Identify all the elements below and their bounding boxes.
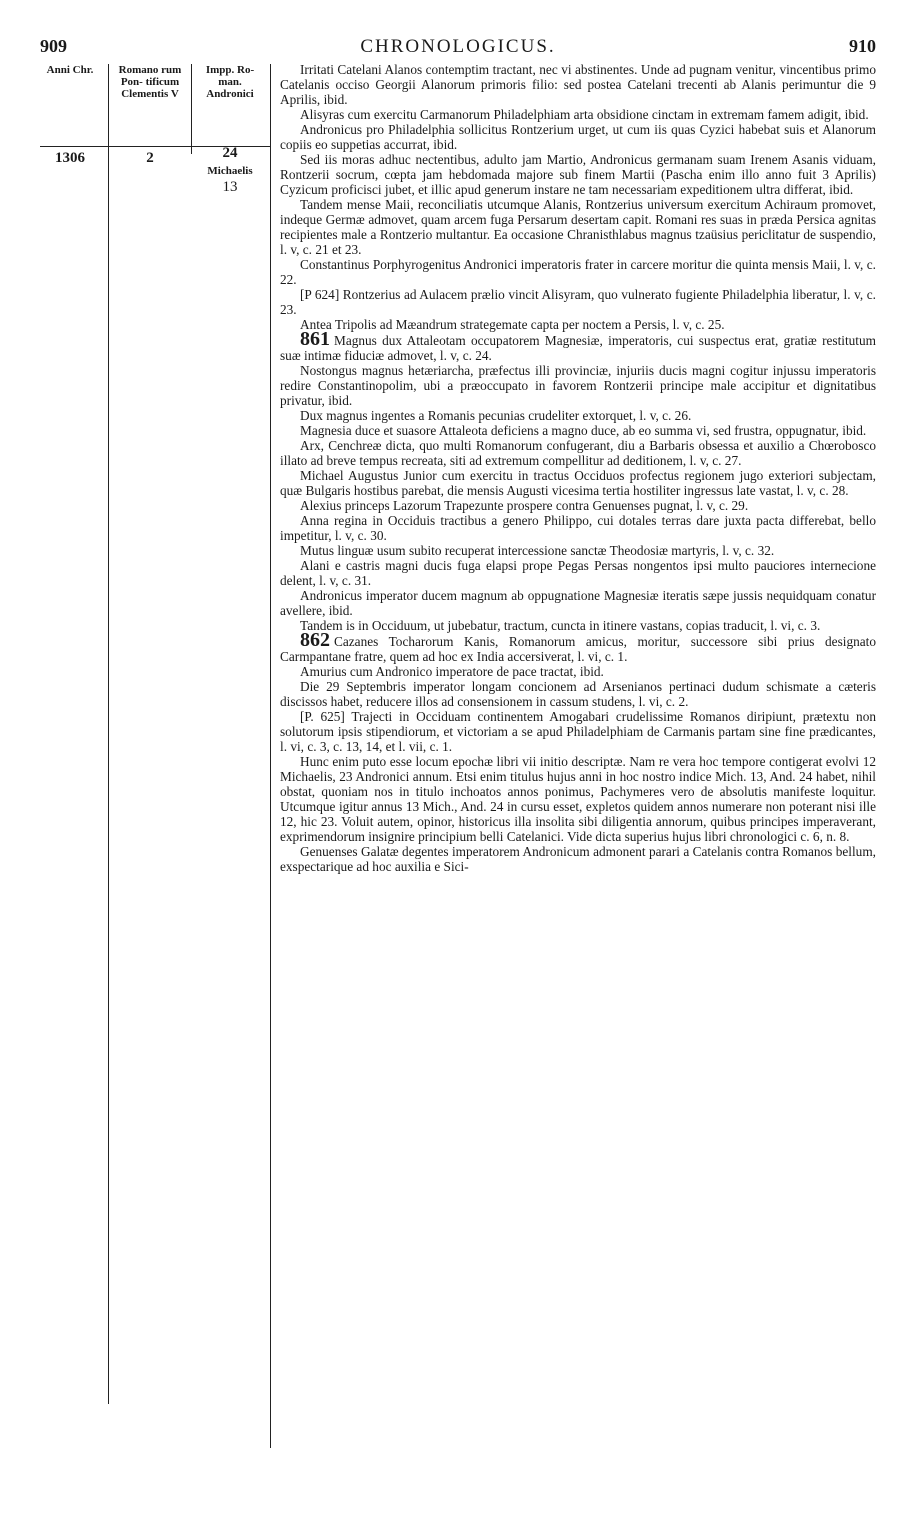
text-paragraph — [280, 558, 876, 588]
column-header-pontifex: Romano rum Pon- tificum Clementis V — [118, 64, 182, 100]
andronicus-year: 24 — [222, 145, 238, 161]
paragraph-text: Hunc enim puto esse locum epochæ libri vii initio descriptæ. Nam re vera hoc tempore contigerat evolvi 12 Michaelis, 23 Andronici annum. Etsi enim titulus hujus anni in hoc nostro indice Mich. 13, And. 24 habet, nihil obstat, quoniam nos in titulo inchoatos annos ponimus, Pachymeres vero de absolutis manifeste loquitur. Utcumque igitur annus 13 Mich., And. 24 in cursu esset, expletos quidem annos numerare non poterant nisi ille 12, hic 23. Voluit autem, opinor, historicus illa insolita sibi diligentia annorum, quibus principes imperaverant, exprimendorum insignire principium belli Catelanici. Vide dicta superius hujus libri chronologici c. 6, n. 8. — [280, 754, 876, 844]
text-paragraph — [280, 122, 876, 152]
text-paragraph — [280, 62, 876, 107]
paragraph-text: Constantinus Porphyrogenitus Andronici imperatoris frater in carcere moritur die quinta mensis Maii, l. v, c. 22. — [280, 257, 876, 287]
pontificate-year: 2 — [146, 150, 154, 166]
text-paragraph — [280, 408, 876, 423]
paragraph-text: Magnus dux Attaleotam occupatorem Magnesiæ, imperatoris, cui suspectus erat, gratiæ restitutum suæ intimæ fiduciæ admovet, l. v, c. 24. — [280, 333, 876, 363]
text-paragraph — [280, 328, 876, 363]
paragraph-text: Michael Augustus Junior cum exercitu in tractus Occiduos profectus regionem jugo exteriori subjectam, quæ Bulgaris hostibus parebat, die mensis Augusti vicesima tertia hostiliter ingressus late vastat, l. v, c. 28. — [280, 468, 876, 498]
page-number-left: 909 — [40, 36, 67, 56]
paragraph-text: Dux magnus ingentes a Romanis pecunias crudeliter extorquet, l. v, c. 26. — [300, 408, 692, 423]
text-paragraph — [280, 423, 876, 438]
page-number-right: 910 — [849, 36, 876, 56]
section-number: 862 — [300, 629, 330, 651]
paragraph-text: Andronicus pro Philadelphia sollicitus Rontzerium urget, ut cum iis quas Cyzici habebat suis et Alanorum copiis eo suppetias accurrat, ibid. — [280, 122, 876, 152]
paragraph-text: Cazanes Tocharorum Kanis, Romanorum amicus, moritur, successore sibi prius designato Carmpantane fratre, quem ad hoc ex India accersiverat, l. vi, c. 1. — [280, 634, 876, 664]
paragraph-text: Alani e castris magni ducis fuga elapsi prope Pegas Persas nongentos ipsi multo pauciores internecione delent, l. v, c. 31. — [280, 558, 876, 588]
paragraph-text: [P 624] Rontzerius ad Aulacem prælio vincit Alisyram, quo vulnerato fugiente Philadelphia liberatur, l. v, c. 23. — [280, 287, 876, 317]
text-paragraph — [280, 287, 876, 317]
section-number: 861 — [300, 328, 330, 350]
paragraph-text: Arx, Cenchreæ dicta, quo multi Romanorum confugerant, diu a Barbaris obsessa et auxilio a Chœrobosco illato ad breve tempus recreata, siti ad extremum compellitur ad deditionem, l. v, c. 27. — [280, 438, 876, 468]
paragraph-text: Die 29 Septembris imperator longam concionem ad Arsenianos pertinaci dudum schismate a cæteris discissos habet, reducere illos ad consensionem in cassum studens, l. vi, c. 2. — [280, 679, 876, 709]
paragraph-text: Tandem is in Occiduum, ut jubebatur, tractum, cuncta in itinere vastans, copias traducit, l. vi, c. 3. — [300, 618, 821, 633]
paragraph-text: Tandem mense Maii, reconciliatis utcumque Alanis, Rontzerius universum exercitum Achiraum promovet, indeque Germæ admovet, quam arcem fuga Persarum desertam capit. Romani res suas in præda Persica agnitas recipientes male a Rontzerio multantur. Ea occasione Chranisthlabus magnus tzaüsius periclitatur de suspendio, l. v, c. 21 et 23. — [280, 197, 876, 257]
main-text-column — [280, 62, 876, 874]
running-head — [40, 36, 876, 60]
michael-year: 13 — [222, 179, 238, 195]
column-header-anni: Anni Chr. — [46, 64, 94, 76]
paragraph-text: Genuenses Galatæ degentes imperatorem Andronicum admonent parari a Catelanis contra Romanos bellum, exspectarique ad hoc auxilia e Sici- — [280, 844, 876, 874]
paragraph-text: Sed iis moras adhuc nectentibus, adulto jam Martio, Andronicus germanam suam Irenem Asanis viduam, Rontzerii socrum, cœpta jam hebdomada majore sub finem Martii (Pascha enim illo anno fuit 3 Aprilis) Cyzicum proficisci jubet, et illic apud generum instare ne tam necessariam expeditionem ultra differat, ibid. — [280, 152, 876, 197]
text-paragraph — [280, 513, 876, 543]
text-paragraph — [280, 257, 876, 287]
text-paragraph — [280, 844, 876, 874]
text-paragraph — [280, 629, 876, 664]
text-paragraph — [280, 317, 876, 332]
year-value: 1306 — [55, 150, 85, 166]
running-title: CHRONOLOGICUS. — [360, 36, 556, 57]
text-paragraph — [280, 498, 876, 513]
paragraph-text: Alisyras cum exercitu Carmanorum Philadelphiam arta obsidione cinctam in extremam famem adigit, ibid. — [300, 107, 869, 122]
paragraph-text: Anna regina in Occiduis tractibus a genero Philippo, cui dotales terras dare juxta pacta differebat, bello impetitur, l. v, c. 30. — [280, 513, 876, 543]
paragraph-text: Andronicus imperator ducem magnum ab oppugnatione Magnesiæ iteratis sæpe jussis nequidquam conatur avellere, ibid. — [280, 588, 876, 618]
column-rule — [108, 64, 109, 1404]
paragraph-text: [P. 625] Trajecti in Occiduam continentem Amogabari crudelissime Romanos diripiunt, prætextu non solutorum ipsis stipendiorum, et victoriam a se apud Philadelphiam de Carmanis partam sine fine prædicantes, l. vi, c. 3, c. 13, 14, et l. vii, c. 1. — [280, 709, 876, 754]
text-paragraph — [280, 754, 876, 844]
text-paragraph — [280, 588, 876, 618]
paragraph-text: Antea Tripolis ad Mæandrum strategemate capta per noctem a Persis, l. v, c. 25. — [300, 317, 725, 332]
text-paragraph — [280, 679, 876, 709]
text-paragraph — [280, 152, 876, 197]
paragraph-text: Amurius cum Andronico imperatore de pace tractat, ibid. — [300, 664, 604, 679]
column-rule — [191, 64, 192, 154]
michael-label: Michaelis — [207, 165, 253, 177]
text-paragraph — [280, 438, 876, 468]
text-paragraph — [280, 618, 876, 633]
text-paragraph — [280, 543, 876, 558]
paragraph-text: Magnesia duce et suasore Attaleota deficiens a magno duce, ab eo summa vi, sed frustra, oppugnatur, ibid. — [300, 423, 867, 438]
text-paragraph — [280, 363, 876, 408]
text-paragraph — [280, 107, 876, 122]
paragraph-text: Irritati Catelani Alanos contemptim tractant, nec vi abstinentes. Unde ad pugnam venitur, vincentibus primo Catelanis occiso Georgii Alanorum primoris filio: sed postea Catelani trecenti ab Alanis perimuntur die 9 Aprilis, ibid. — [280, 62, 876, 107]
text-paragraph — [280, 664, 876, 679]
text-paragraph — [280, 468, 876, 498]
text-paragraph — [280, 197, 876, 257]
paragraph-text: Nostongus magnus hetæriarcha, præfectus illi provinciæ, injuriis ducis magni cogitur injussu imperatoris redire Constantinopolim, ubi a præoccupato in favorem Rontzerii principe male accipitur et dignitatibus privatur, ibid. — [280, 363, 876, 408]
column-rule — [270, 64, 271, 1448]
paragraph-text: Alexius princeps Lazorum Trapezunte prospere contra Genuenses pugnat, l. v, c. 29. — [300, 498, 749, 513]
paragraph-text: Mutus linguæ usum subito recuperat intercessione sanctæ Theodosiæ martyris, l. v, c. 32. — [300, 543, 775, 558]
text-paragraph — [280, 709, 876, 754]
column-header-imperatores: Impp. Ro- man. Andronici — [205, 64, 255, 100]
